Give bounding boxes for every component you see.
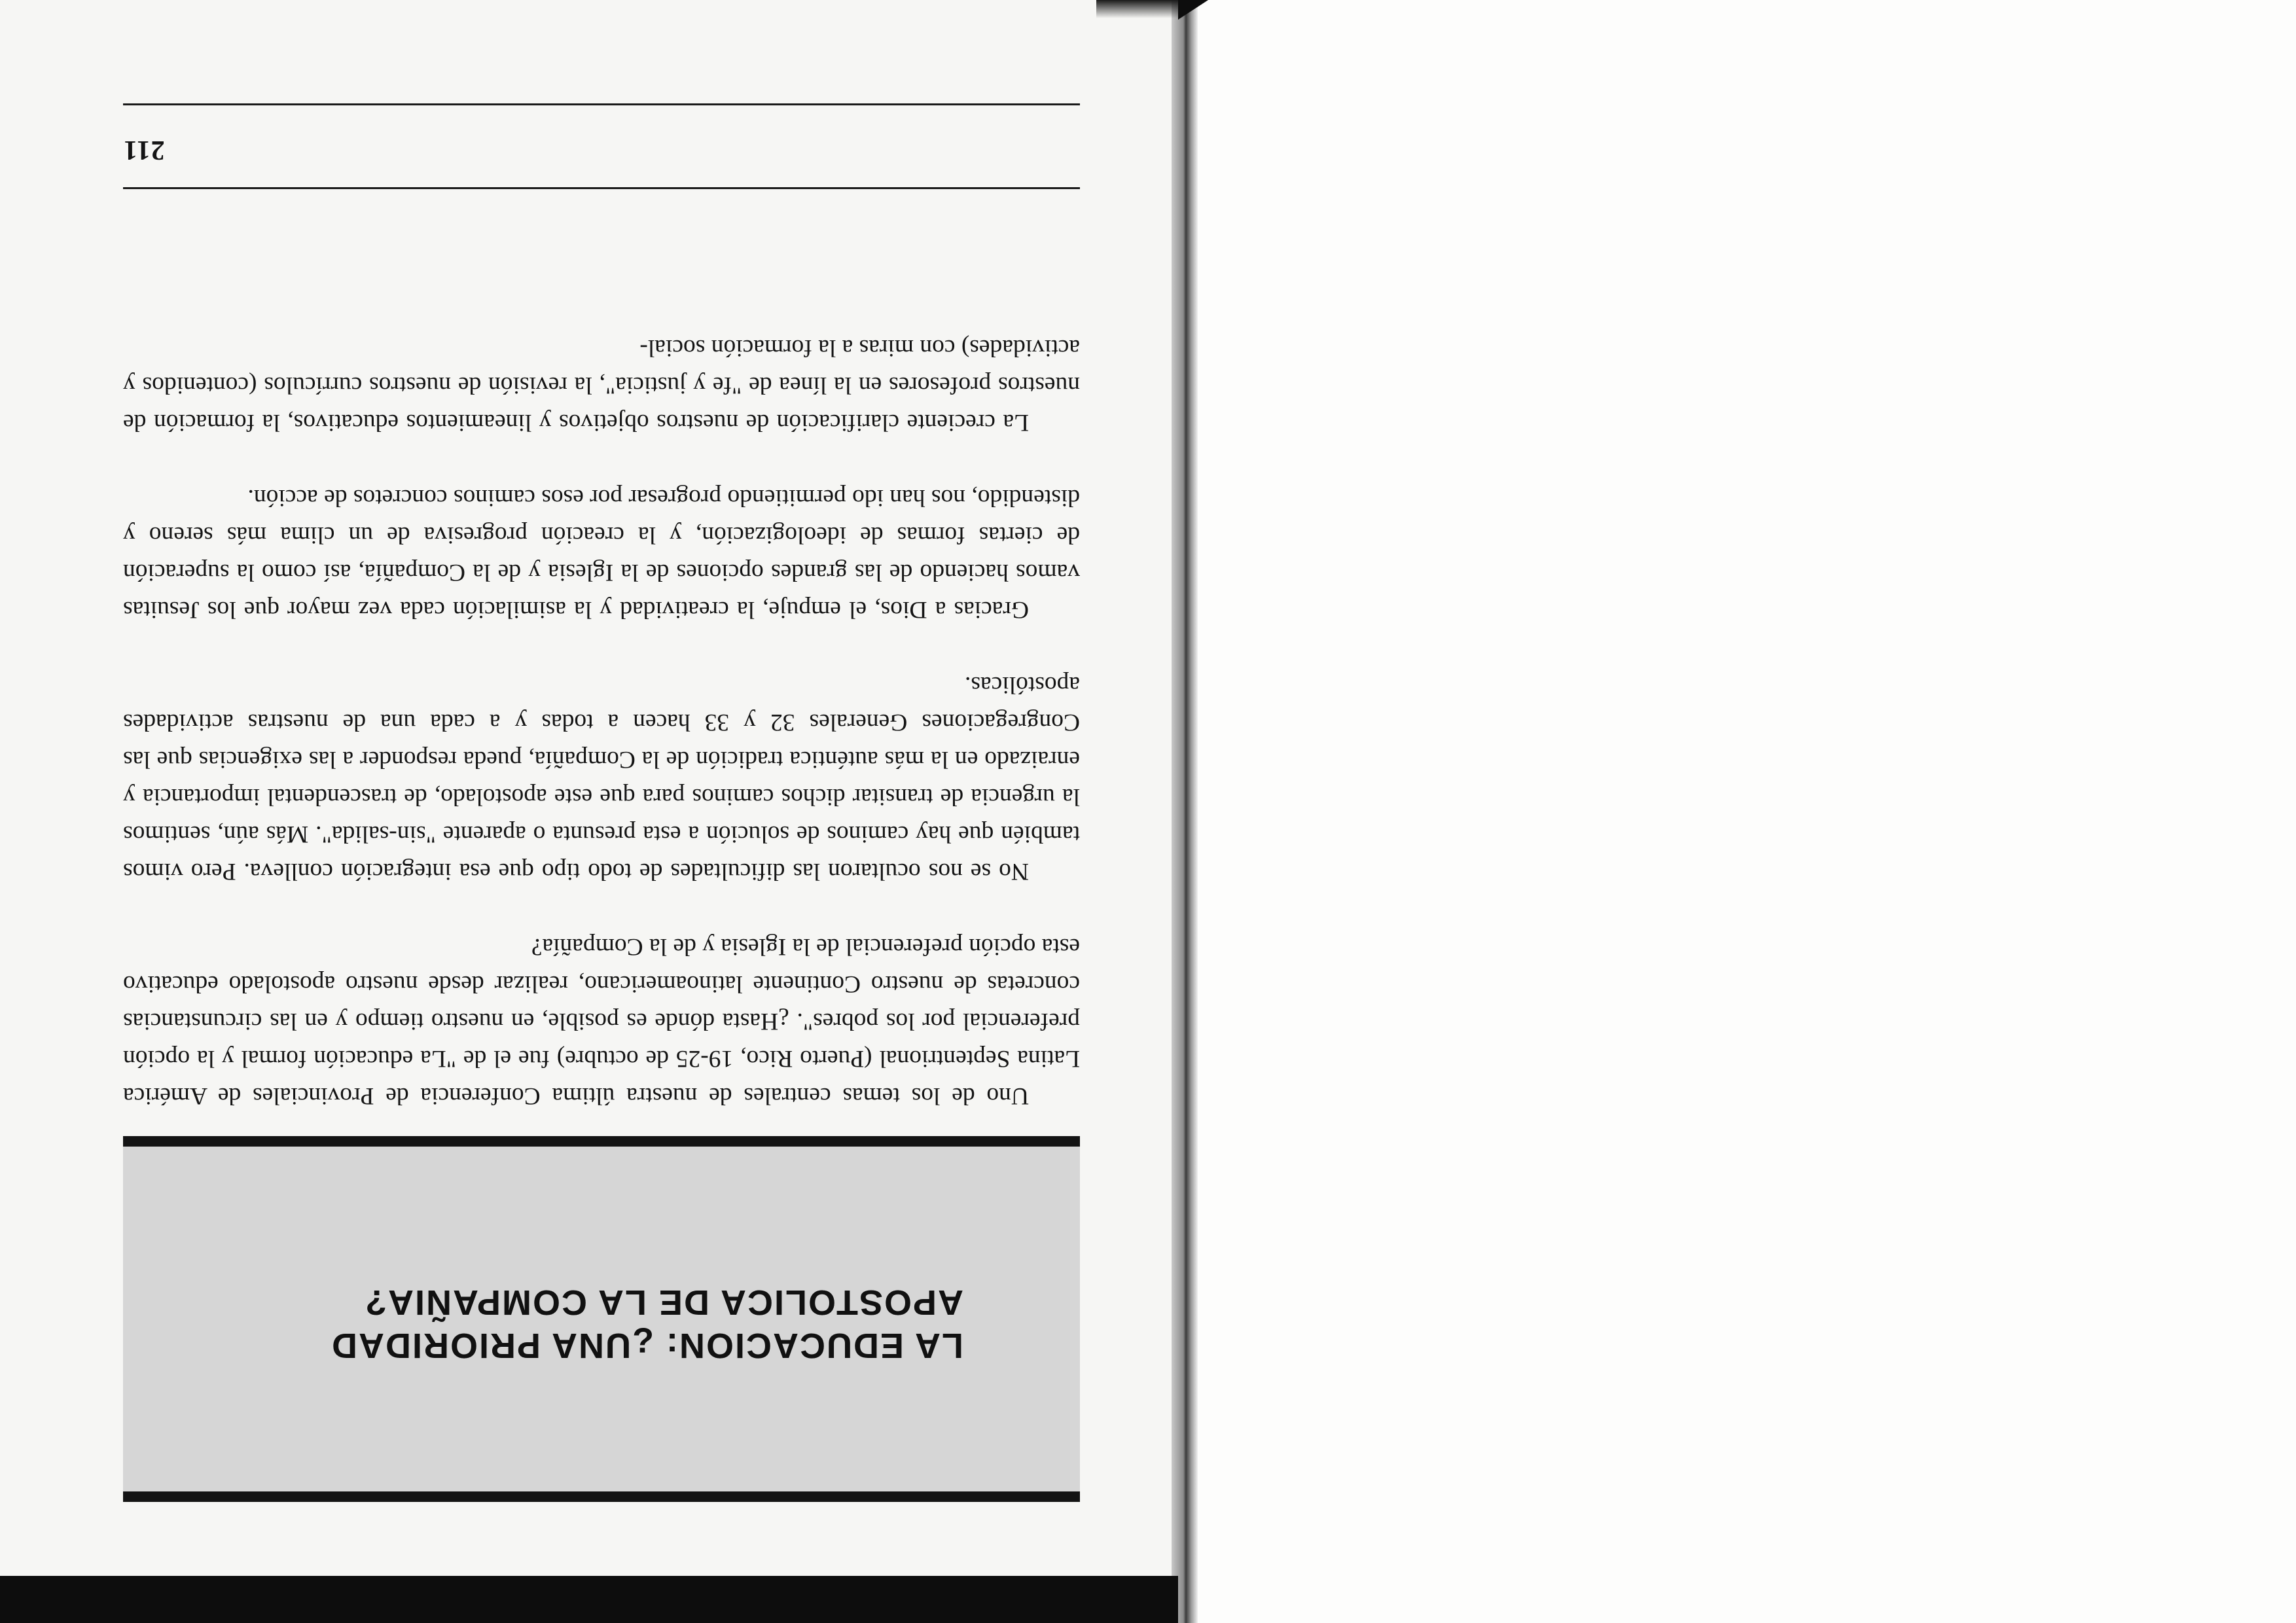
- body-text: [123, 329, 1080, 1115]
- paragraph-4: La creciente clarificación de nuestros objetivos y lineamientos educativos, la formación de nuestros profesores en la línea de "fe y justicia", la revisión de nuestros currículos (contenidos y actividades) con miras a la formación social-: [123, 334, 1080, 436]
- scan-shadow-top: [1096, 0, 1178, 18]
- paragraph-2: No se nos ocultaron las dificultades de todo tipo que esa integración conlleva. Pero vimos también que hay caminos de solución a esta presunta o aparente "sin-salida". Más aún, sentimos la urgencia de transitar dichos caminos para que este apostolado, de trascendental importancia y enraizado en la más auténtica tradición de la Compañía, pueda responder a las exigencias que las Congregaciones Generales 32 y 33 hacen a todas y a cada una de nuestras actividades apostólicas.: [123, 671, 1080, 885]
- book-gutter: [1172, 0, 1198, 1623]
- paragraph-3: Gracias a Dios, el empuje, la creatividad y la asimilación cada vez mayor que los Jesuitas vamos haciendo de las grandes opciones de la Iglesia y de la Compañía, así como la superación de ciertas formas de ideologización, y la creación progresiva de un clima más sereno y distendido, nos han ido permitiendo progresar por esos caminos concretos de acción.: [123, 484, 1080, 623]
- scan-edge-bottom: [0, 1576, 1178, 1623]
- chapter-title: [230, 1281, 963, 1367]
- page-number: 211: [123, 135, 165, 165]
- title-line-2: APOSTOLICA DE LA COMPAÑIA?: [364, 1283, 963, 1322]
- footer-rule-top: [123, 187, 1080, 189]
- title-line-1: LA EDUCACION: ¿UNA PRIORIDAD: [331, 1326, 963, 1365]
- title-box: [123, 1136, 1080, 1502]
- page-content-rotated: [123, 88, 1080, 1502]
- paragraph-1: Uno de los temas centrales de nuestra última Conferencia de Provinciales de América Latina Septentrional (Puerto Rico, 19-25 de octubre) fue el de "La educación formal y la opción preferencial por los pobres". ¿Hasta dónde es posible, en nuestro tiempo y en las circunstancias concretas de nuestro Continente latinoamericano, realizar desde nuestro apostolado educativo esta opción preferencial de la Iglesia y de la Compañía?: [123, 933, 1080, 1109]
- footer-rule-bottom: [123, 103, 1080, 105]
- right-page-blank: [1198, 0, 2296, 1623]
